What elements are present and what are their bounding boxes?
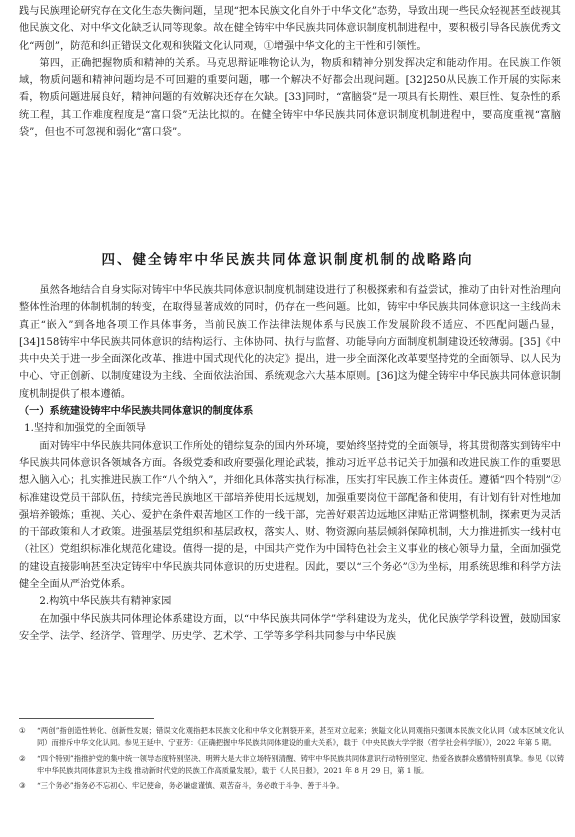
subsection-heading: （一）系统建设铸牢中华民族共同体意识的制度体系 — [19, 406, 254, 418]
section-title: 四、健全铸牢中华民族共同体意识制度机制的战略路向 — [101, 252, 474, 268]
footnote: ① “两创”指创造性转化、创新性发展；错误文化观指把本民族文化和中华文化割裂开来，甚至对立起来；狭隘文化认同观指只强调本民族文化认同（或本区域文化认同）而排斥中华文化认同。参见王延中、宁亚芳：《正确把握中华民族共同体建设的重大关系》，载于《中央民族大学学报（哲学社会科学版）》，2022 年第 5 期。 — [19, 726, 564, 748]
paragraph-material-spirit: 第四，正确把握物质和精神的关系。马克思辩证唯物论认为，物质和精神分别发挥决定和能动作用。在民族工作领域，物质问题和精神问题均是不可回避的重要问题，哪一个解决不好都会出现问题。[32]250从民族工作开展的实际来看，物质问题进展良好，精神问题的有效解决还存在欠缺。[33]同时，“富脑袋”是一项具有长期性、艰巨性、复杂性的系统工程，其工作难度程度是“富口袋”无法比拟的。在健全铸牢中华民族共同体意识制度机制进程中，要高度重视“富脑袋”，但也不可忽视和弱化“富口袋”。 — [19, 57, 561, 139]
footnotes — [19, 725, 564, 795]
item-heading-2: 2.构筑中华民族共有精神家园 — [39, 596, 172, 608]
paragraph-spiritual-home: 在加强中华民族共同体理论体系建设方面，以“中华民族共同体学”学科建设为龙头，优化民族学学科设置，鼓励国家安全学、法学、经济学、管理学、历史学、艺术学、工学等多学科共同参与中华民族 — [19, 613, 561, 642]
paragraph-section-intro: 虽然各地结合自身实际对铸牢中华民族共同体意识制度机制建设进行了积极探索和有益尝试，推动了由针对性治理向整体性治理的体制机制的转变，在取得显著成效的同时，仍存在一些问题。比如，铸牢中华民族共同体意识这一主线尚未真正“嵌入”到各地各项工作具体事务，当前民族工作法律法规体系与民族工作发展阶段不适应、不匹配问题凸显，[34]158铸牢中华民族共同体意识的结构运行、主体协同、执行与监督、功能导向方面制度机制建设还较薄弱。[35]《中共中央关于进一步全面深化改革、推进中国式现代化的决定》提出，进一步全面深化改革要坚持党的全面领导、以人民为中心、守正创新、以制度建设为主线、全面依法治国、系统观念六大基本原则。[36]这为健全铸牢中华民族共同体意识制度机制提供了根本遵循。 — [19, 285, 561, 400]
footnote: ③ “三个务必”指务必不忘初心、牢记使命，务必谦虚谨慎、艰苦奋斗，务必敢于斗争、善于斗争。 — [19, 781, 344, 791]
top-text-block — [19, 3, 561, 141]
footnote: ② “四个特别”指推护党的集中统一领导态度特别坚决、明辨大是大非立场特别清醒、铸牢中华民族共同体意识行动特别坚定、热爱各族群众感情特别真挚。参见《以铸牢中华民族共同体意识为主线 推动新时代党的民族工作高质量发展》，载于《人民日报》，2021 年 8 月 29 日，第 1 版。 — [19, 753, 564, 775]
item-heading-1: 1.坚持和加强党的全面领导 — [24, 423, 146, 435]
footnote-divider — [19, 718, 154, 719]
section-body — [19, 282, 561, 645]
paragraph-party-leadership: 面对铸牢中华民族共同体意识工作所处的错综复杂的国内外环境，要始终坚持党的全面领导，将其贯彻落实到铸牢中华民族共同体意识各领域各方面。各级党委和政府要强化理论武装，推动习近平总书记关于加强和改进民族工作的重要思想入脑入心；扎实推进民族工作“八个纳入”，并细化具体落实执行标准，压实打牢民族工作主体责任。遵循“四个特别”②标准建设党员干部队伍，持续完善民族地区干部培养使用长远规划，加强重要岗位干部配备和使用，有计划有针对性地加强培养锻炼；重视、关心、爱护在条件艰苦地区工作的一线干部，完善好艰苦边远地区津贴正常调整机制，探索更为灵活的干部政策和人才政策。进强基层党组织和基层政权，落实人、财、物资源向基层倾斜保障机制，大力推进抓实一线村屯（社区）党组织标准化规范化建设。值得一提的是，中国共产党作为中国特色社会主义事业的核心领导力量，全面加强党的建设直接影响甚至决定铸牢中华民族共同体意识的历史进程。因此，要以“三个务必”③为坐标，用系统思维和科学方法健全全面从严治党体系。 — [19, 440, 561, 591]
paragraph-continued: 践与民族理论研究存在文化生态失衡问题，呈现“把本民族文化自外于中华文化”态势，导致出现一些民众轻视甚至歧视其他民族文化、对中华文化缺乏认同等现象。故在健全铸牢中华民族共同体意识制度机制进程中，要积极引导各民族优秀文化“两创”，防范和纠正错误文化观和狭隘文化认同观，①增强中华文化的主干性和引领性。 — [19, 6, 561, 52]
